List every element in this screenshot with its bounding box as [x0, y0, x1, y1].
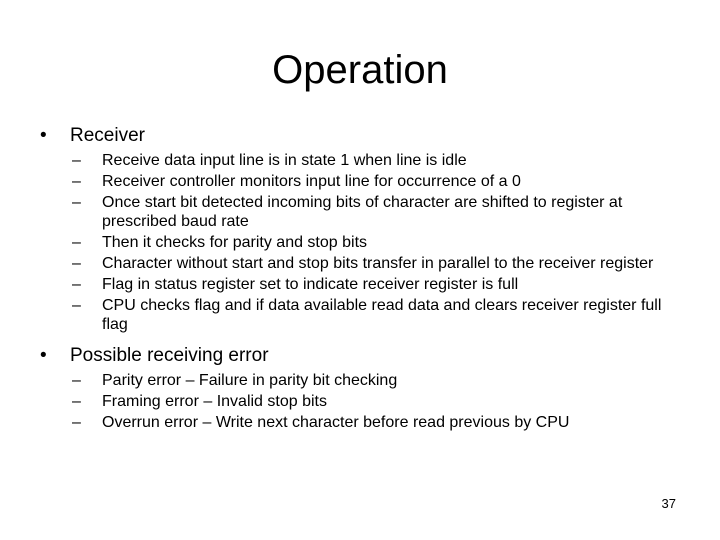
sub-item [40, 233, 690, 252]
section-gap [40, 336, 690, 344]
bullet-heading: Receiver [70, 125, 145, 146]
sub-item [40, 296, 690, 334]
sub-item [40, 151, 690, 170]
bullet-heading: Possible receiving error [70, 345, 269, 366]
dash-icon: – [72, 393, 81, 410]
dash-icon: – [72, 276, 81, 293]
sub-item-text: Character without start and stop bits transfer in parallel to the receiver register [102, 255, 654, 272]
sub-item [40, 413, 690, 432]
sub-item [40, 392, 690, 411]
sub-item-text: Overrun error – Write next character before read previous by CPU [102, 414, 570, 431]
sub-item [40, 193, 690, 231]
dash-icon: – [72, 255, 81, 272]
dash-icon: – [72, 297, 81, 314]
slide-title: Operation [272, 48, 448, 92]
dash-icon: – [72, 234, 81, 251]
sub-item-text: Receiver controller monitors input line for occurrence of a 0 [102, 173, 521, 190]
receiver-sublist [40, 151, 690, 334]
page-number: 37 [661, 496, 676, 511]
sub-item [40, 371, 690, 390]
bullet-icon: • [40, 125, 47, 146]
sub-item [40, 275, 690, 294]
sub-item-text: Receive data input line is in state 1 when line is idle [102, 152, 467, 169]
bullet-receiver [40, 124, 690, 148]
dash-icon: – [72, 414, 81, 431]
bullet-receiving-error [40, 344, 690, 368]
dash-icon: – [72, 194, 81, 211]
error-sublist [40, 371, 690, 432]
sub-item-text: Flag in status register set to indicate receiver register is full [102, 276, 519, 293]
dash-icon: – [72, 173, 81, 190]
dash-icon: – [72, 372, 81, 389]
sub-item [40, 172, 690, 191]
sub-item-text: CPU checks flag and if data available read data and clears receiver register full flag [102, 297, 662, 333]
sub-item [40, 254, 690, 273]
sub-item-text: Once start bit detected incoming bits of character are shifted to register at prescribed baud rate [102, 194, 623, 230]
sub-item-text: Framing error – Invalid stop bits [102, 393, 327, 410]
dash-icon: – [72, 152, 81, 169]
slide-content [40, 124, 690, 434]
sub-item-text: Then it checks for parity and stop bits [102, 234, 368, 251]
bullet-icon: • [40, 345, 47, 366]
sub-item-text: Parity error – Failure in parity bit checking [102, 372, 398, 389]
